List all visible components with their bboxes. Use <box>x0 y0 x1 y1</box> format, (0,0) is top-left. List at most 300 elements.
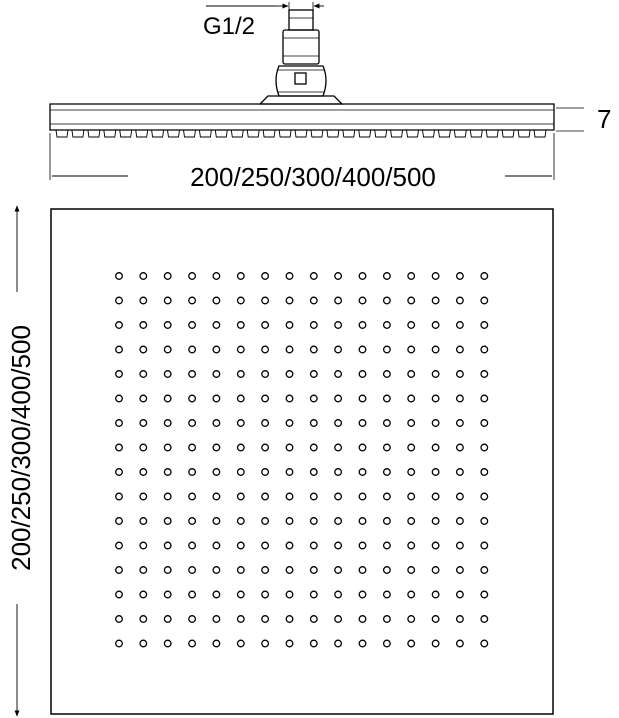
nozzle-hole <box>213 567 220 574</box>
nozzle-hole <box>359 395 366 402</box>
nozzle-hole <box>432 493 439 500</box>
nozzle-hole <box>311 273 318 280</box>
nozzle-hole <box>140 493 147 500</box>
nozzle-hole <box>457 273 464 280</box>
nozzle-hole <box>311 395 318 402</box>
nozzle-hole <box>116 346 123 353</box>
nozzle-hole <box>286 616 293 623</box>
nozzle-hole <box>481 346 488 353</box>
nozzle-tip <box>502 130 514 137</box>
nozzle-hole <box>164 493 171 500</box>
nozzle-tip <box>454 130 466 137</box>
nozzle-hole <box>481 444 488 451</box>
nozzle-hole <box>286 444 293 451</box>
nozzle-hole <box>140 518 147 525</box>
nozzle-hole <box>213 371 220 378</box>
nozzle-hole <box>140 346 147 353</box>
nozzle-hole <box>189 469 196 476</box>
nozzle-hole <box>262 371 269 378</box>
nozzle-hole <box>213 518 220 525</box>
nozzle-hole <box>481 371 488 378</box>
nozzle-hole <box>164 420 171 427</box>
nozzle-hole <box>335 567 342 574</box>
nozzle-hole <box>116 322 123 329</box>
nozzle-hole <box>116 273 123 280</box>
nozzle-hole <box>189 616 196 623</box>
nozzle-hole <box>384 640 391 647</box>
nozzle-hole <box>116 395 123 402</box>
nozzle-hole <box>140 371 147 378</box>
nozzle-hole <box>189 395 196 402</box>
nozzle-hole <box>384 469 391 476</box>
nozzle-hole <box>262 518 269 525</box>
nozzle-hole <box>384 371 391 378</box>
nozzle-hole <box>164 591 171 598</box>
nozzle-tip <box>184 130 196 137</box>
nozzle-hole <box>335 444 342 451</box>
nozzle-hole <box>311 420 318 427</box>
nozzle-hole <box>408 322 415 329</box>
nozzle-hole <box>335 469 342 476</box>
nozzle-hole <box>335 542 342 549</box>
nozzle-hole <box>311 297 318 304</box>
nozzle-hole <box>213 591 220 598</box>
nozzle-hole <box>432 591 439 598</box>
nozzle-hole <box>457 640 464 647</box>
nozzle-hole <box>481 640 488 647</box>
nozzle-hole <box>335 518 342 525</box>
nozzle-hole <box>432 420 439 427</box>
nozzle-hole <box>286 640 293 647</box>
thread-label: G1/2 <box>203 13 256 40</box>
nozzle-tip <box>327 130 339 137</box>
nozzle-hole <box>335 395 342 402</box>
nozzle-tip <box>534 130 546 137</box>
nozzle-hole <box>408 469 415 476</box>
nozzle-hole <box>335 322 342 329</box>
nozzle-hole <box>432 542 439 549</box>
width-label: 200/250/300/400/500 <box>190 162 436 192</box>
nozzle-hole <box>164 542 171 549</box>
nozzle-tip <box>120 130 132 137</box>
nozzle-tip <box>486 130 498 137</box>
nozzle-tip <box>311 130 323 137</box>
nozzle-hole <box>213 420 220 427</box>
nozzle-hole <box>213 444 220 451</box>
nozzle-hole <box>238 371 245 378</box>
nozzle-hole <box>384 567 391 574</box>
nozzle-hole <box>286 591 293 598</box>
nozzle-hole <box>408 420 415 427</box>
nozzle-hole <box>335 273 342 280</box>
nozzle-hole <box>384 395 391 402</box>
nozzle-hole <box>408 591 415 598</box>
nozzle-hole <box>164 469 171 476</box>
nozzle-hole <box>481 273 488 280</box>
nozzle-hole <box>262 395 269 402</box>
nozzle-hole <box>213 469 220 476</box>
nozzle-hole <box>116 297 123 304</box>
nozzle-hole <box>481 616 488 623</box>
nozzle-hole <box>213 542 220 549</box>
nozzle-hole <box>262 591 269 598</box>
nozzle-hole <box>457 493 464 500</box>
width-dimension <box>50 133 554 192</box>
nozzle-hole <box>335 297 342 304</box>
nozzle-hole <box>286 567 293 574</box>
nozzle-hole <box>140 567 147 574</box>
nozzle-hole <box>262 640 269 647</box>
nozzle-hole <box>311 346 318 353</box>
nozzle-hole <box>140 420 147 427</box>
nozzle-hole <box>384 591 391 598</box>
nozzle-hole <box>213 273 220 280</box>
nozzle-hole <box>238 567 245 574</box>
nozzle-hole <box>140 591 147 598</box>
nozzle-hole <box>359 469 366 476</box>
nozzle-hole <box>116 518 123 525</box>
nozzle-hole <box>359 616 366 623</box>
nozzle-hole <box>116 444 123 451</box>
nozzle-hole <box>311 591 318 598</box>
nozzle-hole <box>140 395 147 402</box>
nozzle-hole <box>286 297 293 304</box>
nozzle-tip <box>391 130 403 137</box>
nozzle-hole <box>384 616 391 623</box>
nozzle-hole <box>457 346 464 353</box>
shower-plate-side <box>50 104 554 137</box>
ball-joint <box>276 66 326 96</box>
nozzle-hole <box>408 567 415 574</box>
nozzle-tip <box>168 130 180 137</box>
nozzle-hole <box>359 420 366 427</box>
nozzle-hole <box>286 518 293 525</box>
nozzle-hole <box>335 493 342 500</box>
nozzle-hole <box>213 640 220 647</box>
nozzle-hole <box>311 469 318 476</box>
nozzle-hole <box>189 493 196 500</box>
nozzle-hole <box>457 395 464 402</box>
nozzle-hole <box>457 469 464 476</box>
nozzle-hole <box>213 297 220 304</box>
nozzle-hole <box>408 493 415 500</box>
nozzle-hole <box>384 444 391 451</box>
nozzle-tip <box>359 130 371 137</box>
nozzle-hole <box>481 542 488 549</box>
nozzle-profile-row <box>56 130 546 137</box>
nozzle-hole <box>457 591 464 598</box>
nozzle-hole <box>164 297 171 304</box>
nozzle-hole <box>238 591 245 598</box>
nozzle-hole <box>286 395 293 402</box>
nozzle-hole <box>408 371 415 378</box>
nozzle-tip <box>423 130 435 137</box>
nozzle-hole <box>238 395 245 402</box>
nozzle-hole <box>116 493 123 500</box>
nozzle-hole <box>335 591 342 598</box>
nozzle-tip <box>247 130 259 137</box>
nozzle-tip <box>56 130 68 137</box>
nozzle-tip <box>72 130 84 137</box>
nozzle-hole <box>286 346 293 353</box>
nozzle-hole <box>140 273 147 280</box>
nozzle-hole <box>335 371 342 378</box>
nozzle-hole <box>359 297 366 304</box>
nozzle-hole <box>164 518 171 525</box>
nozzle-hole <box>311 371 318 378</box>
nozzle-hole <box>432 616 439 623</box>
nozzle-hole <box>116 542 123 549</box>
nozzle-hole <box>238 469 245 476</box>
nozzle-hole <box>140 297 147 304</box>
nozzle-hole <box>116 591 123 598</box>
nozzle-hole <box>189 567 196 574</box>
nozzle-hole <box>238 322 245 329</box>
base-flange <box>260 96 342 104</box>
nozzle-hole <box>311 542 318 549</box>
nozzle-hole <box>238 444 245 451</box>
nozzle-hole <box>335 640 342 647</box>
nozzle-hole <box>140 640 147 647</box>
nozzle-hole <box>335 346 342 353</box>
nozzle-tip <box>199 130 211 137</box>
nozzle-hole <box>164 444 171 451</box>
nozzle-hole <box>335 616 342 623</box>
nozzle-hole <box>262 297 269 304</box>
nozzle-hole <box>262 322 269 329</box>
nozzle-hole <box>384 346 391 353</box>
nozzle-hole <box>359 346 366 353</box>
nozzle-hole <box>457 420 464 427</box>
nozzle-hole <box>359 493 366 500</box>
nozzle-hole <box>408 444 415 451</box>
nozzle-hole <box>238 640 245 647</box>
nozzle-tip <box>263 130 275 137</box>
nozzle-hole <box>432 469 439 476</box>
nozzle-hole <box>457 297 464 304</box>
nozzle-hole <box>262 346 269 353</box>
nozzle-hole <box>286 493 293 500</box>
height-label: 200/250/300/400/500 <box>6 325 36 571</box>
nozzle-hole <box>457 444 464 451</box>
nozzle-hole <box>481 469 488 476</box>
nozzle-hole <box>189 322 196 329</box>
nozzle-hole <box>408 542 415 549</box>
nozzle-hole <box>311 640 318 647</box>
nozzle-hole <box>408 518 415 525</box>
thickness-label: 7 <box>597 104 612 134</box>
nozzle-hole <box>262 444 269 451</box>
nozzle-hole <box>311 322 318 329</box>
nozzle-hole <box>116 371 123 378</box>
nozzle-hole <box>189 444 196 451</box>
nozzle-hole <box>408 273 415 280</box>
nozzle-tip <box>215 130 227 137</box>
nozzle-hole <box>311 493 318 500</box>
nozzle-hole <box>384 297 391 304</box>
nozzle-hole <box>432 322 439 329</box>
nozzle-hole <box>189 297 196 304</box>
nozzle-hole <box>116 567 123 574</box>
nozzle-hole <box>189 542 196 549</box>
nozzle-hole <box>457 616 464 623</box>
nozzle-hole <box>238 493 245 500</box>
nozzle-hole <box>432 640 439 647</box>
nozzle-hole <box>359 371 366 378</box>
height-dimension <box>6 206 36 716</box>
nozzle-tip <box>343 130 355 137</box>
nozzle-hole <box>140 322 147 329</box>
nozzle-hole <box>164 273 171 280</box>
nozzle-hole <box>481 297 488 304</box>
nozzle-tip <box>438 130 450 137</box>
nozzle-hole <box>457 518 464 525</box>
thickness-dimension <box>556 104 611 134</box>
nozzle-hole <box>238 542 245 549</box>
nozzle-hole <box>408 395 415 402</box>
nozzle-tip <box>295 130 307 137</box>
nozzle-hole <box>140 444 147 451</box>
nozzle-hole <box>262 273 269 280</box>
nozzle-hole <box>311 444 318 451</box>
nozzle-hole <box>432 518 439 525</box>
nozzle-hole <box>238 518 245 525</box>
nozzle-hole <box>262 567 269 574</box>
nozzle-hole <box>408 640 415 647</box>
nozzle-hole <box>262 493 269 500</box>
nozzle-grid <box>116 273 488 647</box>
nozzle-hole <box>359 444 366 451</box>
nozzle-hole <box>481 395 488 402</box>
nozzle-hole <box>164 395 171 402</box>
nozzle-hole <box>481 591 488 598</box>
nozzle-hole <box>335 420 342 427</box>
shower-plate-face <box>51 209 553 714</box>
nozzle-hole <box>481 518 488 525</box>
nozzle-hole <box>286 273 293 280</box>
nozzle-hole <box>359 542 366 549</box>
nozzle-hole <box>311 567 318 574</box>
side-view <box>50 10 554 137</box>
thread-connector <box>283 10 319 64</box>
nozzle-hole <box>238 273 245 280</box>
nozzle-hole <box>408 297 415 304</box>
nozzle-hole <box>457 567 464 574</box>
nozzle-hole <box>481 493 488 500</box>
nozzle-hole <box>164 616 171 623</box>
nozzle-tip <box>88 130 100 137</box>
nozzle-hole <box>432 395 439 402</box>
nozzle-hole <box>238 616 245 623</box>
nozzle-hole <box>164 322 171 329</box>
nozzle-hole <box>164 640 171 647</box>
nozzle-hole <box>481 567 488 574</box>
nozzle-hole <box>359 273 366 280</box>
nozzle-hole <box>432 273 439 280</box>
nozzle-hole <box>311 616 318 623</box>
nozzle-hole <box>116 469 123 476</box>
nozzle-tip <box>518 130 530 137</box>
nozzle-hole <box>213 395 220 402</box>
nozzle-tip <box>375 130 387 137</box>
nozzle-hole <box>140 469 147 476</box>
nozzle-hole <box>213 322 220 329</box>
nozzle-hole <box>140 616 147 623</box>
nozzle-hole <box>286 469 293 476</box>
nozzle-hole <box>189 346 196 353</box>
nozzle-hole <box>262 616 269 623</box>
nozzle-hole <box>359 591 366 598</box>
nozzle-hole <box>213 616 220 623</box>
nozzle-hole <box>189 273 196 280</box>
nozzle-hole <box>432 567 439 574</box>
nozzle-tip <box>152 130 164 137</box>
nozzle-hole <box>359 567 366 574</box>
nozzle-hole <box>384 322 391 329</box>
thread-dimension <box>203 2 324 40</box>
nozzle-tip <box>279 130 291 137</box>
nozzle-hole <box>262 469 269 476</box>
nozzle-hole <box>238 346 245 353</box>
nozzle-hole <box>384 518 391 525</box>
nozzle-hole <box>164 567 171 574</box>
nozzle-hole <box>408 616 415 623</box>
nozzle-hole <box>457 542 464 549</box>
nozzle-hole <box>116 616 123 623</box>
nozzle-hole <box>238 420 245 427</box>
nozzle-hole <box>384 493 391 500</box>
nozzle-hole <box>164 346 171 353</box>
nozzle-hole <box>140 542 147 549</box>
nozzle-hole <box>359 518 366 525</box>
nozzle-hole <box>189 518 196 525</box>
nozzle-hole <box>481 420 488 427</box>
nozzle-tip <box>136 130 148 137</box>
nozzle-hole <box>189 420 196 427</box>
nozzle-hole <box>432 346 439 353</box>
nozzle-hole <box>311 518 318 525</box>
nozzle-hole <box>481 322 488 329</box>
nozzle-hole <box>189 371 196 378</box>
bottom-view <box>51 209 553 714</box>
nozzle-hole <box>457 371 464 378</box>
nozzle-hole <box>116 420 123 427</box>
nozzle-hole <box>359 640 366 647</box>
nozzle-hole <box>262 542 269 549</box>
nozzle-hole <box>457 322 464 329</box>
nozzle-tip <box>231 130 243 137</box>
nozzle-hole <box>189 640 196 647</box>
nozzle-hole <box>164 371 171 378</box>
nozzle-hole <box>432 371 439 378</box>
nozzle-hole <box>286 542 293 549</box>
nozzle-hole <box>286 371 293 378</box>
nozzle-hole <box>238 297 245 304</box>
nozzle-hole <box>189 591 196 598</box>
nozzle-hole <box>286 420 293 427</box>
nozzle-hole <box>384 420 391 427</box>
nozzle-hole <box>408 346 415 353</box>
nozzle-hole <box>432 444 439 451</box>
nozzle-hole <box>384 542 391 549</box>
nozzle-tip <box>407 130 419 137</box>
nozzle-hole <box>432 297 439 304</box>
nozzle-hole <box>359 322 366 329</box>
nozzle-hole <box>384 273 391 280</box>
nozzle-tip <box>470 130 482 137</box>
nozzle-hole <box>116 640 123 647</box>
nozzle-tip <box>104 130 116 137</box>
